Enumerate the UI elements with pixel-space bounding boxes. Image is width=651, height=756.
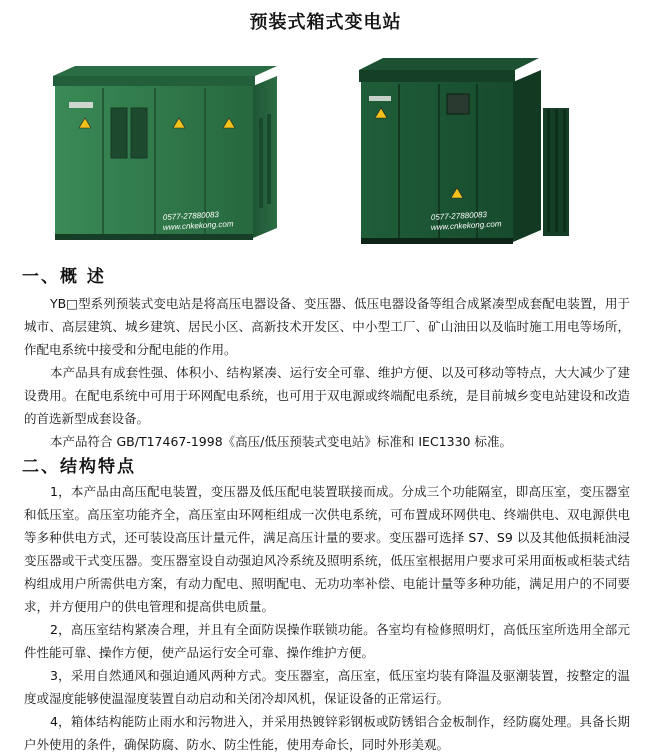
section-overview-body bbox=[24, 292, 630, 453]
photo-left-site: www.cnkekong.com bbox=[162, 219, 234, 232]
overview-paragraph: 本产品符合 GB/T17467-1998《高压/低压预装式变电站》标准和 IEC1330 标准。 bbox=[50, 434, 512, 449]
structure-paragraph: 1，本产品由高压配电装置，变压器及低压配电装置联接而成。分成三个功能隔室，即高压室，变压器室和低压室。高压室功能齐全，高压室由环网柜组成一次供电系统，可布置成环网供电、终端供电、双电源供电等多种供电方式，还可装设高压计量元件，满足高压计量的要求。变压器可选择 S7、S9 以及其他低损耗油浸变压器或干式变压器。变压器室设自动强迫风冷系统及照明系统，低压室根据用户要求可采用面板或柜装式结构组成用户所需供电方案，有动力配电、照明配电、无功功率补偿、电能计量等多种功能，满足用户的不同要求，并方便用户的供电管理和提高供电质量。 bbox=[24, 484, 630, 614]
structure-paragraph: 3，采用自然通风和强迫通风两种方式。变压器室，高压室，低压室均装有降温及驱潮装置，按整定的温度或湿度能够使温湿度装置自动启动和关闭冷却风机，保证设备的正常运行。 bbox=[24, 668, 630, 706]
photo-right-phone: 0577-27880083 bbox=[430, 210, 488, 222]
section-heading-structure: 二、结构特点 bbox=[22, 457, 136, 477]
overview-paragraph: YB□型系列预装式变电站是将高压电器设备、变压器、低压电器设备等组合成紧凑型成套配电装置，用于城市、高层建筑、城乡建筑、居民小区、高新技术开发区、中小型工厂、矿山油田以及临时施工用电等场所，作配电系统中接受和分配电能的作用。 bbox=[24, 296, 630, 357]
photo-left-phone: 0577-27880083 bbox=[162, 210, 220, 222]
substation-photo-right bbox=[355, 48, 575, 248]
structure-paragraph: 4，箱体结构能防止雨水和污物进入，并采用热镀锌彩钢板或防锈铝合金板制作，经防腐处理。具备长期户外使用的条件，确保防腐、防水、防尘性能，使用寿命长，同时外形美观。 bbox=[24, 714, 630, 752]
section-structure-body bbox=[24, 480, 630, 756]
structure-paragraph: 2，高压室结构紧凑合理，并且有全面防误操作联锁功能。各室均有检修照明灯，高低压室所选用全部元件性能可靠、操作方便，使产品运行安全可靠、操作维护方便。 bbox=[24, 622, 630, 660]
section-heading-overview: 一、概 述 bbox=[22, 267, 106, 287]
overview-paragraph: 本产品具有成套性强、体积小、结构紧凑、运行安全可靠、维护方便、以及可移动等特点，大大减少了建设费用。在配电系统中可用于环网配电系统，也可用于双电源或终端配电系统，是目前城乡变电站建设和改造的首选新型成套设备。 bbox=[24, 365, 630, 426]
photo-right-site: www.cnkekong.com bbox=[430, 219, 502, 232]
substation-photo-left bbox=[45, 48, 305, 248]
page-title: 预装式箱式变电站 bbox=[249, 12, 402, 33]
